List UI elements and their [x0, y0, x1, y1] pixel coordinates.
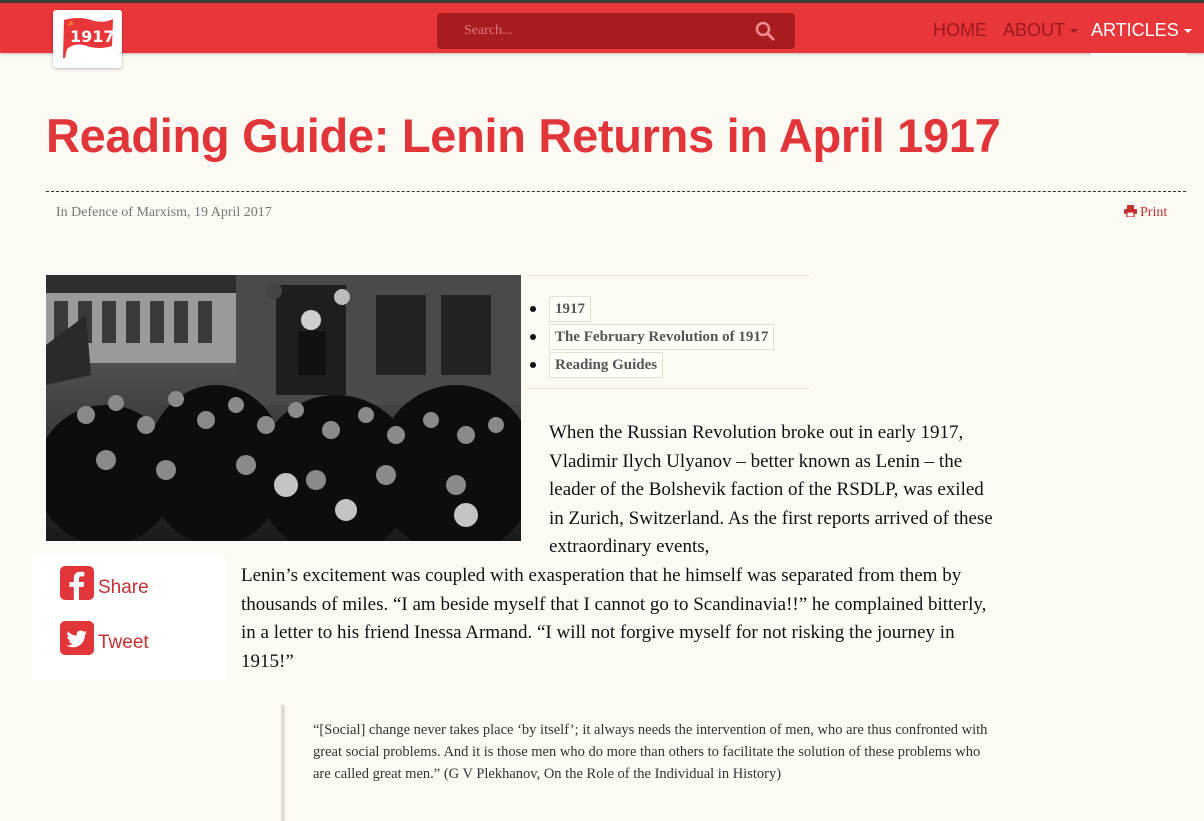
share-box — [32, 556, 226, 680]
search-input[interactable] — [437, 13, 737, 49]
print-label: Print — [1140, 205, 1168, 220]
twitter-icon — [60, 621, 94, 655]
site-logo[interactable] — [53, 10, 122, 68]
nav-articles-label: ARTICLES — [1091, 20, 1179, 40]
search-bar — [437, 13, 795, 49]
nav-home[interactable] — [933, 20, 987, 41]
article-photo — [46, 275, 521, 541]
tag-february-revolution[interactable]: The February Revolution of 1917 — [549, 324, 774, 350]
facebook-icon — [60, 566, 94, 600]
printer-icon — [1124, 205, 1137, 217]
article-paragraph-2: Lenin’s excitement was coupled with exasperation that he himself was separated from them by thousands of miles. “I am beside myself that I cannot go to Scandinavia!!” he complained bitterly, in a letter to his friend Inessa Armand. “I will not forgive myself for not risking the journey in 1915!” — [241, 565, 987, 672]
nav-about-label: ABOUT — [1003, 20, 1066, 40]
logo-text: 1917 — [70, 27, 115, 46]
article-meta: In Defence of Marxism, 19 April 2017 — [56, 205, 272, 220]
tag-list — [527, 275, 809, 389]
title-divider — [46, 191, 1186, 192]
chevron-down-icon — [1070, 29, 1078, 33]
search-icon[interactable] — [755, 21, 775, 46]
article-title: Reading Guide: Lenin Returns in April 1917 — [46, 109, 1001, 162]
tag-reading-guides[interactable]: Reading Guides — [549, 352, 663, 378]
blockquote: “[Social] change never takes place ‘by itself’; it always needs the intervention of men, who are thus confronted with great social problems. And it is those men who do more than others to facilitate the solution of these problems who are called great men.” (G V Plekhanov, On the Role of the Individual in History) — [281, 705, 1001, 821]
tag-1917[interactable]: 1917 — [549, 296, 591, 322]
red-flag-logo-icon — [61, 16, 115, 60]
print-button[interactable] — [1124, 205, 1167, 221]
bullet-icon — [530, 306, 536, 312]
nav-home-label: HOME — [933, 20, 987, 40]
bullet-icon — [530, 334, 536, 340]
hammer-sickle-icon: ☭ — [67, 20, 74, 28]
navbar — [0, 3, 1204, 53]
article-paragraph-1: When the Russian Revolution broke out in early 1917, Vladimir Ilych Ulyanov – better known as Lenin – the leader of the Bolshevik faction of the RSDLP, was exiled in Zurich, Switzerland. As the first reports arrived of these extraordinary events, — [549, 422, 993, 558]
nav-about[interactable] — [1003, 20, 1078, 41]
share-label: Share — [98, 577, 149, 598]
chevron-down-icon — [1184, 29, 1192, 33]
tweet-label: Tweet — [98, 632, 149, 653]
bullet-icon — [530, 362, 536, 368]
active-nav-indicator — [1091, 53, 1186, 56]
nav-articles[interactable] — [1091, 20, 1192, 41]
